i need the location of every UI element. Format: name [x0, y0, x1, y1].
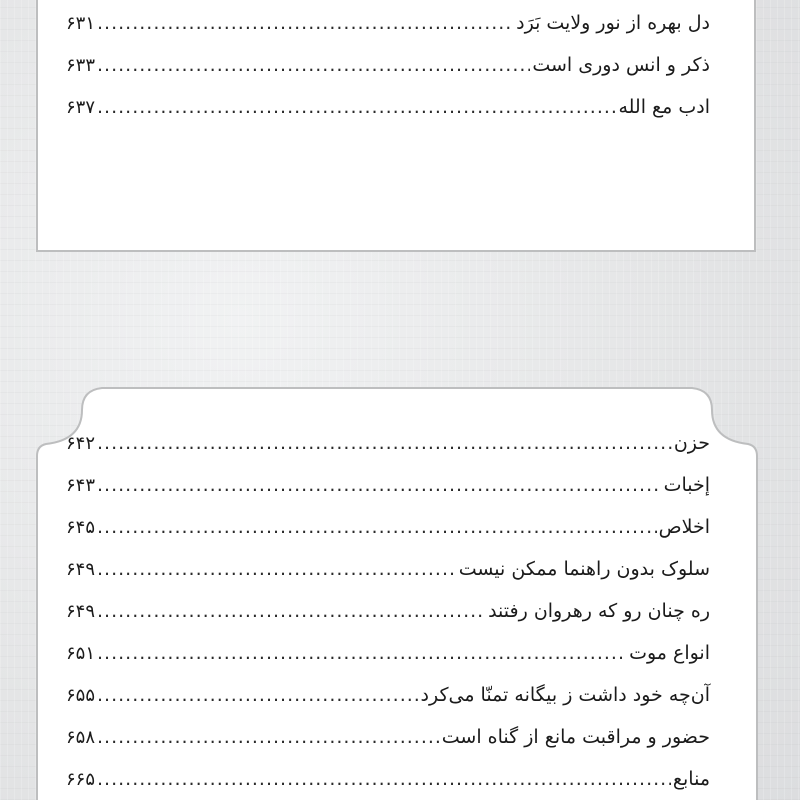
toc-entry[interactable] [66, 716, 710, 758]
toc-entry-page: ۶۴۹ [66, 559, 96, 580]
toc-entry-title: اخلاص [658, 516, 710, 538]
dot-leader [97, 632, 627, 674]
toc-entry-page: ۶۵۵ [66, 685, 96, 706]
toc-entry-page: ۶۶۵ [66, 769, 96, 790]
toc-entry-page: ۶۴۲ [66, 433, 96, 454]
toc-list-top [66, 2, 710, 128]
toc-entry-title: سلوک بدون راهنما ممکن نیست [458, 558, 710, 580]
toc-entry[interactable] [66, 506, 710, 548]
toc-entry[interactable] [66, 464, 710, 506]
dot-leader [97, 506, 657, 548]
dot-leader [97, 758, 671, 800]
dot-leader [97, 590, 486, 632]
toc-entry-title: حضور و مراقبت مانع از گناه است [441, 726, 710, 748]
toc-entry[interactable] [66, 590, 710, 632]
toc-entry-page: ۶۳۷ [66, 97, 96, 118]
toc-entry-page: ۶۴۹ [66, 601, 96, 622]
toc-entry-title: ادب مع الله [618, 96, 710, 118]
toc-entry-title: منابع [672, 768, 710, 790]
toc-entry[interactable] [66, 86, 710, 128]
toc-entry-title: ره چنان رو که رهروان رفتند [488, 600, 710, 622]
toc-entry[interactable] [66, 44, 710, 86]
dot-leader [97, 674, 418, 716]
toc-entry-page: ۶۳۱ [66, 13, 96, 34]
toc-entry-page: ۶۳۳ [66, 55, 96, 76]
dot-leader [97, 716, 440, 758]
toc-entry-page: ۶۵۸ [66, 727, 96, 748]
toc-entry-title: إخبات [663, 474, 710, 496]
toc-entry-page: ۶۵۱ [66, 643, 96, 664]
dot-leader [97, 86, 616, 128]
dot-leader [97, 2, 514, 44]
toc-entry[interactable] [66, 548, 710, 590]
toc-entry[interactable] [66, 422, 710, 464]
dot-leader [97, 548, 457, 590]
dot-leader [97, 422, 672, 464]
toc-entry-title: انواع موت [629, 642, 710, 664]
toc-entry[interactable] [66, 2, 710, 44]
dot-leader [97, 44, 530, 86]
dot-leader [97, 464, 662, 506]
toc-entry-page: ۶۴۳ [66, 475, 96, 496]
toc-entry-title: آن‌چه خود داشت ز بیگانه تمنّا می‌کرد [420, 684, 710, 706]
toc-entry-title: ذکر و انس دوری است [532, 54, 710, 76]
toc-entry[interactable] [66, 758, 710, 800]
toc-entry-title: حزن [673, 432, 710, 454]
toc-entry-page: ۶۴۵ [66, 517, 96, 538]
toc-entry[interactable] [66, 632, 710, 674]
toc-entry[interactable] [66, 674, 710, 716]
toc-entry-title: دل بهره از نور ولایت بَرَد [516, 12, 710, 34]
toc-list-bottom [66, 422, 710, 800]
